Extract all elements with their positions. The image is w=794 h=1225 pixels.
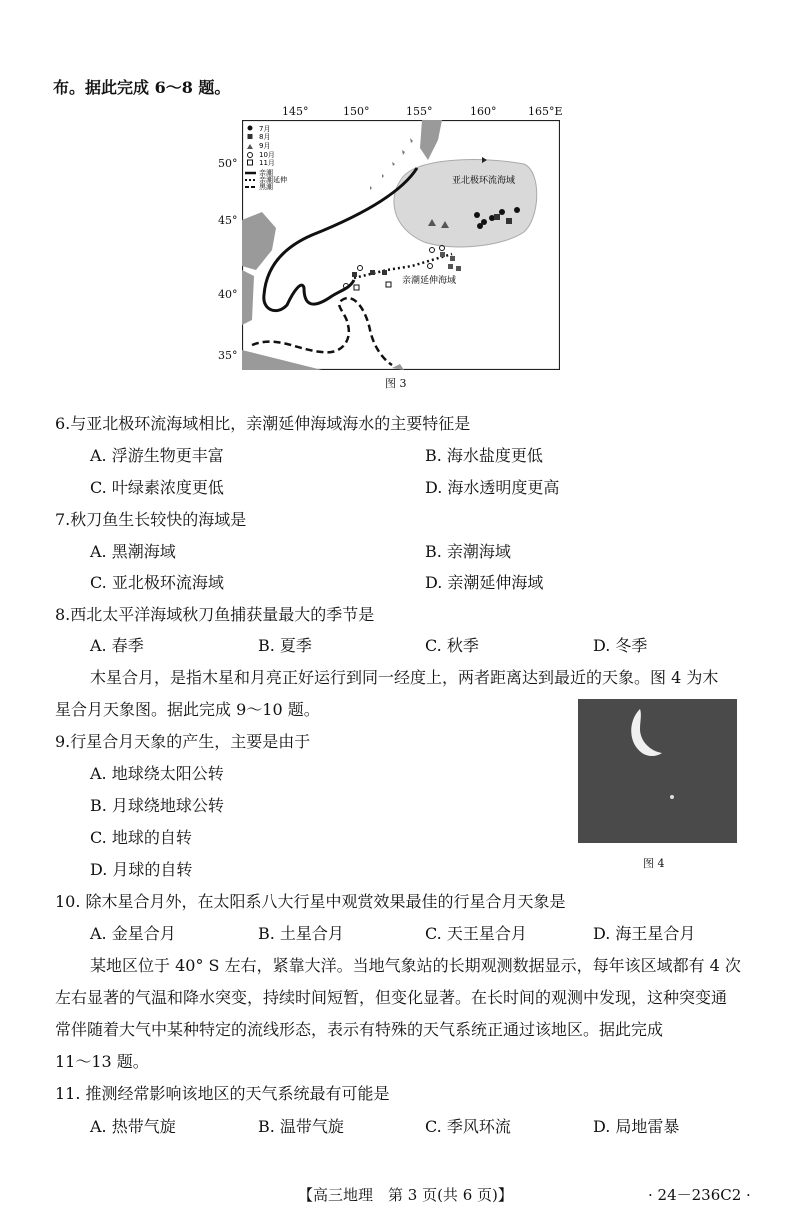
lon-label: 150°: [343, 105, 370, 118]
svg-text:黑潮: 黑潮: [259, 183, 273, 191]
passage-line: 11～13 题。: [55, 1052, 149, 1071]
option: B. 温带气旋: [258, 1117, 344, 1136]
option: A. 黑潮海域: [90, 542, 176, 561]
question-stem: 9.行星合月天象的产生，主要是由于: [55, 732, 311, 751]
lat-label: 45°: [218, 214, 238, 227]
jupiter-icon: [670, 795, 674, 799]
lat-label: 40°: [218, 288, 238, 301]
svg-text:7月: 7月: [259, 125, 271, 133]
question-stem: 11. 推测经常影响该地区的天气系统最有可能是: [55, 1084, 390, 1103]
option: B. 海水盐度更低: [425, 446, 543, 465]
crescent-moon-icon: [631, 709, 662, 756]
svg-text:9月: 9月: [259, 142, 271, 150]
lon-label: 145°: [282, 105, 309, 118]
option: A. 地球绕太阳公转: [90, 764, 224, 783]
option: A. 浮游生物更丰富: [90, 446, 224, 465]
option: A. 春季: [90, 636, 144, 655]
option: C. 地球的自转: [90, 828, 192, 847]
option: C. 秋季: [425, 636, 479, 655]
map-frame: [243, 121, 560, 370]
option: D. 亲潮延伸海域: [425, 573, 544, 592]
svg-text:8月: 8月: [259, 133, 271, 141]
passage-line: 星合月天象图。据此完成 9～10 题。: [55, 700, 320, 719]
lat-label: 50°: [218, 157, 238, 170]
option: D. 局地雷暴: [593, 1117, 680, 1136]
question-stem: 6.与亚北极环流海域相比，亲潮延伸海域海水的主要特征是: [55, 414, 471, 433]
option: B. 亲潮海域: [425, 542, 511, 561]
passage-line: 木星合月，是指木星和月亮正好运行到同一经度上，两者距离达到最近的天象。图 4 为木: [90, 668, 719, 687]
figure-caption: 图 3: [385, 377, 407, 390]
figure-caption: 图 4: [643, 857, 665, 870]
option: C. 季风环流: [425, 1117, 511, 1136]
passage-line: 左右显著的气温和降水突变，持续时间短暂，但变化显著。在长时间的观测中发现，这种突变通: [55, 988, 728, 1007]
option: A. 热带气旋: [90, 1117, 176, 1136]
option: D. 月球的自转: [90, 860, 193, 879]
passage-line: 常伴随着大气中某种特定的流线形态，表示有特殊的天气系统正通过该地区。据此完成: [55, 1020, 664, 1039]
option: D. 海王星合月: [593, 924, 696, 943]
page-footer: 【高三地理 第 3 页(共 6 页)】: [298, 1186, 513, 1204]
option: A. 金星合月: [90, 924, 176, 943]
option: D. 冬季: [593, 636, 648, 655]
question-stem: 7.秋刀鱼生长较快的海域是: [55, 510, 247, 529]
region-label-oyashio-ext: 亲潮延伸海域: [402, 276, 457, 286]
lon-label: 160°: [470, 105, 497, 118]
option: B. 夏季: [258, 636, 312, 655]
passage-line: 某地区位于 40° S 左右，紧靠大洋。当地气象站的长期观测数据显示，每年该区域都有 4 次: [90, 956, 741, 975]
svg-text:11月: 11月: [259, 159, 275, 167]
svg-text:亲潮: 亲潮: [259, 169, 273, 177]
lon-label: 165°E: [528, 105, 563, 118]
region-label-subarctic: 亚北极环流海域: [452, 176, 516, 186]
option: D. 海水透明度更高: [425, 478, 560, 497]
jupiter-moon-photo: [578, 699, 737, 843]
option: C. 叶绿素浓度更低: [90, 478, 224, 497]
question-stem: 10. 除木星合月外，在太阳系八大行星中观赏效果最佳的行星合月天象是: [55, 892, 566, 911]
intro-text: 布。据此完成 6～8 题。: [53, 78, 231, 97]
option: B. 月球绕地球公转: [90, 796, 224, 815]
svg-text:10月: 10月: [259, 151, 275, 159]
option: B. 土星合月: [258, 924, 344, 943]
option: C. 天王星合月: [425, 924, 527, 943]
option: C. 亚北极环流海域: [90, 573, 224, 592]
lon-label: 155°: [406, 105, 433, 118]
ocean-current-map: [242, 120, 560, 370]
question-stem: 8.西北太平洋海域秋刀鱼捕获量最大的季节是: [55, 605, 375, 624]
lat-label: 35°: [218, 349, 238, 362]
svg-text:亲潮延伸: 亲潮延伸: [259, 176, 287, 184]
paper-code: · 24－236C2 ·: [648, 1186, 751, 1204]
